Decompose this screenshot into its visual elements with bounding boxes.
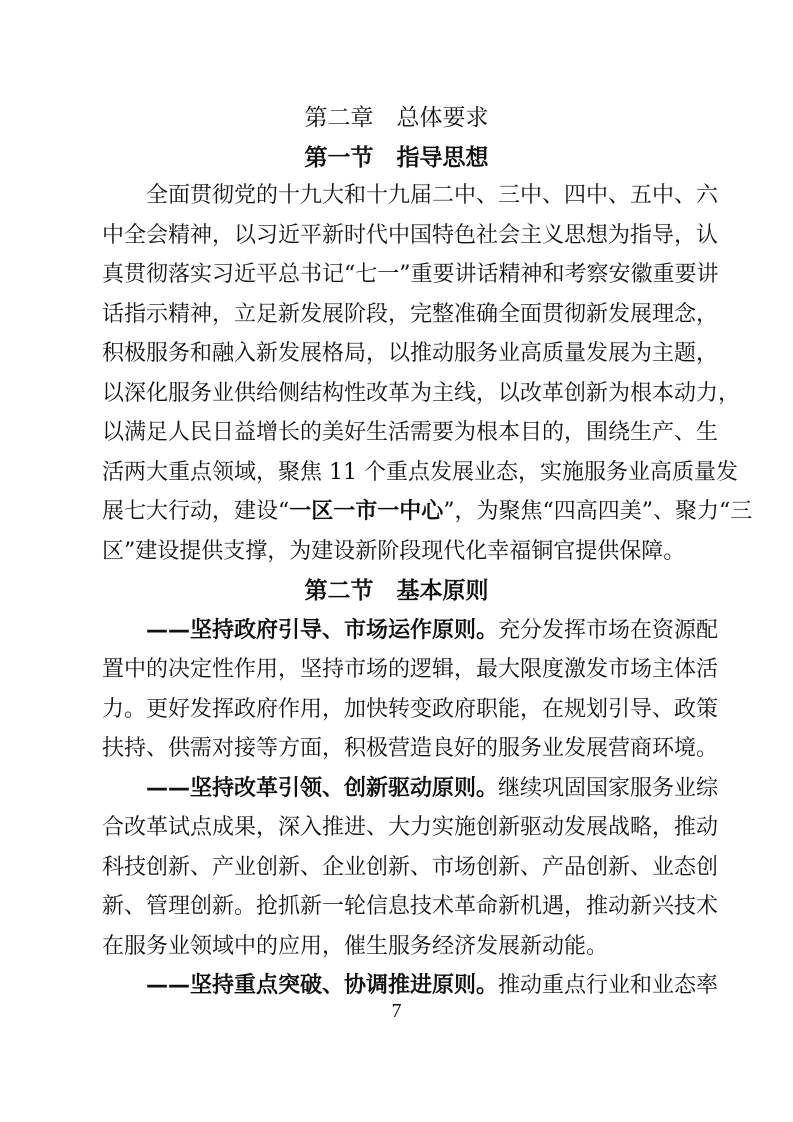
bold-principle-heading: 一区一市一中心 <box>289 499 444 524</box>
text-line <box>102 853 719 883</box>
text-segment: 话指示精神，立足新发展阶段，完整准确全面贯彻新发展理念， <box>102 302 719 327</box>
text-line <box>102 260 719 290</box>
text-line <box>102 458 738 488</box>
text-segment: 新、管理创新。抢抓新一轮信息技术革命新机遇，推动新兴技术 <box>102 894 719 919</box>
text-segment: 全面贯彻党的十九大和十九届二中、三中、四中、五中、六 <box>146 183 719 208</box>
text-line <box>146 971 719 1001</box>
text-segment: 在服务业领域中的应用，催生服务经济发展新动能。 <box>102 934 609 959</box>
section-title-basic-principles: 第二节 基本原则 <box>304 578 489 604</box>
bold-principle-heading: ——坚持政府引导、市场运作原则。 <box>146 618 499 643</box>
text-segment: 活两大重点领域，聚焦 11 个重点发展业态，实施服务业高质量发 <box>102 460 738 485</box>
text-line <box>146 616 719 646</box>
text-line <box>102 695 719 725</box>
text-line <box>102 813 719 843</box>
text-line <box>102 418 719 448</box>
chapter-title: 第二章 总体要求 <box>304 105 489 131</box>
text-line <box>146 181 719 211</box>
text-segment: 力。更好发挥政府作用，加快转变政府职能，在规划引导、政策 <box>102 697 719 722</box>
text-segment: 以深化服务业供给侧结构性改革为主线，以改革创新为根本动力， <box>102 381 741 406</box>
text-line <box>102 734 719 764</box>
text-line <box>102 300 719 330</box>
text-line <box>102 379 741 409</box>
text-segment: 置中的决定性作用，坚持市场的逻辑，最大限度激发市场主体活 <box>102 657 719 682</box>
text-segment: 扶持、供需对接等方面，积极营造良好的服务业发展营商环境。 <box>102 736 719 761</box>
text-segment: 区”建设提供支撑，为建设新阶段现代化幸福铜官提供保障。 <box>102 539 686 564</box>
text-segment: 继续巩固国家服务业综 <box>498 776 719 801</box>
text-segment: 中全会精神，以习近平新时代中国特色社会主义思想为指导，认 <box>102 223 719 248</box>
text-segment: 以满足人民日益增长的美好生活需要为根本目的，围绕生产、生 <box>102 420 719 445</box>
text-segment: 展七大行动，建设“ <box>102 499 290 524</box>
bold-principle-heading: ——坚持改革引领、创新驱动原则。 <box>146 776 499 801</box>
text-segment: 积极服务和融入新发展格局，以推动服务业高质量发展为主题， <box>102 341 719 366</box>
text-line <box>102 932 694 962</box>
text-line <box>102 221 719 251</box>
text-line <box>102 892 719 922</box>
text-segment: 合改革试点成果，深入推进、大力实施创新驱动发展战略，推动 <box>102 815 719 840</box>
text-line <box>102 537 694 567</box>
page-number: 7 <box>391 1000 402 1022</box>
text-segment: 充分发挥市场在资源配 <box>498 618 719 643</box>
text-line <box>102 497 753 527</box>
section-title-guiding-ideology: 第一节 指导思想 <box>304 145 489 171</box>
text-line <box>102 339 719 369</box>
text-segment: 推动重点行业和业态率 <box>498 973 719 998</box>
bold-principle-heading: ——坚持重点突破、协调推进原则。 <box>146 973 499 998</box>
text-segment: ”，为聚焦“四高四美”、聚力“三 <box>443 499 753 524</box>
text-segment: 真贯彻落实习近平总书记“七一”重要讲话精神和考察安徽重要讲 <box>102 262 719 287</box>
text-line <box>102 655 719 685</box>
text-line <box>146 774 719 804</box>
text-segment: 科技创新、产业创新、企业创新、市场创新、产品创新、业态创 <box>102 855 719 880</box>
